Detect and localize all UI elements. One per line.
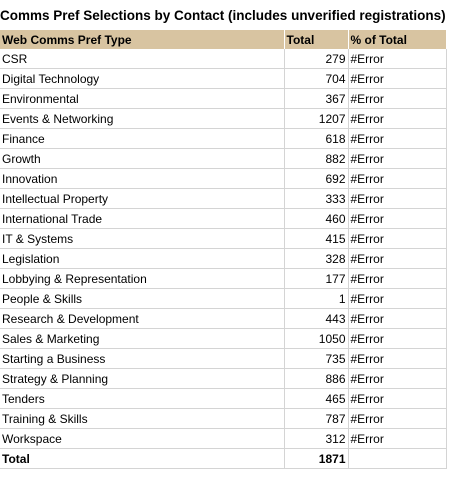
table-row xyxy=(0,69,446,89)
row-total: 1050 xyxy=(284,329,348,349)
row-total: 333 xyxy=(284,189,348,209)
total-row xyxy=(0,449,446,469)
table-row xyxy=(0,369,446,389)
table-row xyxy=(0,249,446,269)
row-comms-pref-type: Intellectual Property xyxy=(0,189,284,209)
row-total: 692 xyxy=(284,169,348,189)
row-percent-of-total: #Error xyxy=(348,129,446,149)
row-comms-pref-type: Growth xyxy=(0,149,284,169)
row-total: 279 xyxy=(284,49,348,69)
row-total: 460 xyxy=(284,209,348,229)
comms-pref-table xyxy=(0,30,447,469)
row-comms-pref-type: IT & Systems xyxy=(0,229,284,249)
row-percent-of-total: #Error xyxy=(348,409,446,429)
row-comms-pref-type: Legislation xyxy=(0,249,284,269)
row-percent-of-total: #Error xyxy=(348,309,446,329)
row-comms-pref-type: CSR xyxy=(0,49,284,69)
row-percent-of-total: #Error xyxy=(348,69,446,89)
row-total: 443 xyxy=(284,309,348,329)
row-percent-of-total: #Error xyxy=(348,89,446,109)
row-percent-of-total: #Error xyxy=(348,249,446,269)
row-percent-of-total: #Error xyxy=(348,149,446,169)
row-total: 1207 xyxy=(284,109,348,129)
row-percent-of-total: #Error xyxy=(348,429,446,449)
row-comms-pref-type: Strategy & Planning xyxy=(0,369,284,389)
row-comms-pref-type: Lobbying & Representation xyxy=(0,269,284,289)
table-row xyxy=(0,389,446,409)
table-row xyxy=(0,269,446,289)
report-title: Comms Pref Selections by Contact (includes unverified registrations) xyxy=(0,8,446,23)
row-total: 618 xyxy=(284,129,348,149)
row-percent-of-total: #Error xyxy=(348,169,446,189)
row-comms-pref-type: International Trade xyxy=(0,209,284,229)
row-percent-of-total: #Error xyxy=(348,369,446,389)
row-total: 787 xyxy=(284,409,348,429)
table-header-row xyxy=(0,30,446,49)
table-row xyxy=(0,169,446,189)
row-total: 886 xyxy=(284,369,348,389)
row-percent-of-total: #Error xyxy=(348,49,446,69)
row-comms-pref-type: Innovation xyxy=(0,169,284,189)
row-total: 735 xyxy=(284,349,348,369)
table-row xyxy=(0,229,446,249)
table-row xyxy=(0,109,446,129)
row-percent-of-total: #Error xyxy=(348,329,446,349)
row-total: 882 xyxy=(284,149,348,169)
row-comms-pref-type: Finance xyxy=(0,129,284,149)
row-total: 415 xyxy=(284,229,348,249)
column-header-percent[interactable]: % of Total xyxy=(348,30,446,49)
row-comms-pref-type: Sales & Marketing xyxy=(0,329,284,349)
row-percent-of-total: #Error xyxy=(348,189,446,209)
row-percent-of-total: #Error xyxy=(348,209,446,229)
row-total: 177 xyxy=(284,269,348,289)
total-percent xyxy=(348,449,446,469)
row-comms-pref-type: Starting a Business xyxy=(0,349,284,369)
table-row xyxy=(0,89,446,109)
table-row xyxy=(0,329,446,349)
table-row xyxy=(0,49,446,69)
row-percent-of-total: #Error xyxy=(348,269,446,289)
row-comms-pref-type: Events & Networking xyxy=(0,109,284,129)
row-comms-pref-type: Workspace xyxy=(0,429,284,449)
table-row xyxy=(0,209,446,229)
table-body xyxy=(0,49,446,449)
row-total: 367 xyxy=(284,89,348,109)
row-comms-pref-type: Research & Development xyxy=(0,309,284,329)
table-row xyxy=(0,349,446,369)
row-percent-of-total: #Error xyxy=(348,229,446,249)
row-percent-of-total: #Error xyxy=(348,349,446,369)
row-total: 465 xyxy=(284,389,348,409)
total-value: 1871 xyxy=(284,449,348,469)
row-comms-pref-type: Digital Technology xyxy=(0,69,284,89)
row-total: 1 xyxy=(284,289,348,309)
row-percent-of-total: #Error xyxy=(348,289,446,309)
table-row xyxy=(0,309,446,329)
row-comms-pref-type: People & Skills xyxy=(0,289,284,309)
row-percent-of-total: #Error xyxy=(348,389,446,409)
total-label: Total xyxy=(0,449,284,469)
row-percent-of-total: #Error xyxy=(348,109,446,129)
row-total: 704 xyxy=(284,69,348,89)
row-total: 312 xyxy=(284,429,348,449)
table-row xyxy=(0,429,446,449)
table-row xyxy=(0,129,446,149)
table-row xyxy=(0,189,446,209)
table-row xyxy=(0,409,446,429)
column-header-total[interactable]: Total xyxy=(284,30,348,49)
table-row xyxy=(0,149,446,169)
row-total: 328 xyxy=(284,249,348,269)
row-comms-pref-type: Tenders xyxy=(0,389,284,409)
row-comms-pref-type: Training & Skills xyxy=(0,409,284,429)
table-row xyxy=(0,289,446,309)
column-header-type[interactable]: Web Comms Pref Type xyxy=(0,30,284,49)
row-comms-pref-type: Environmental xyxy=(0,89,284,109)
